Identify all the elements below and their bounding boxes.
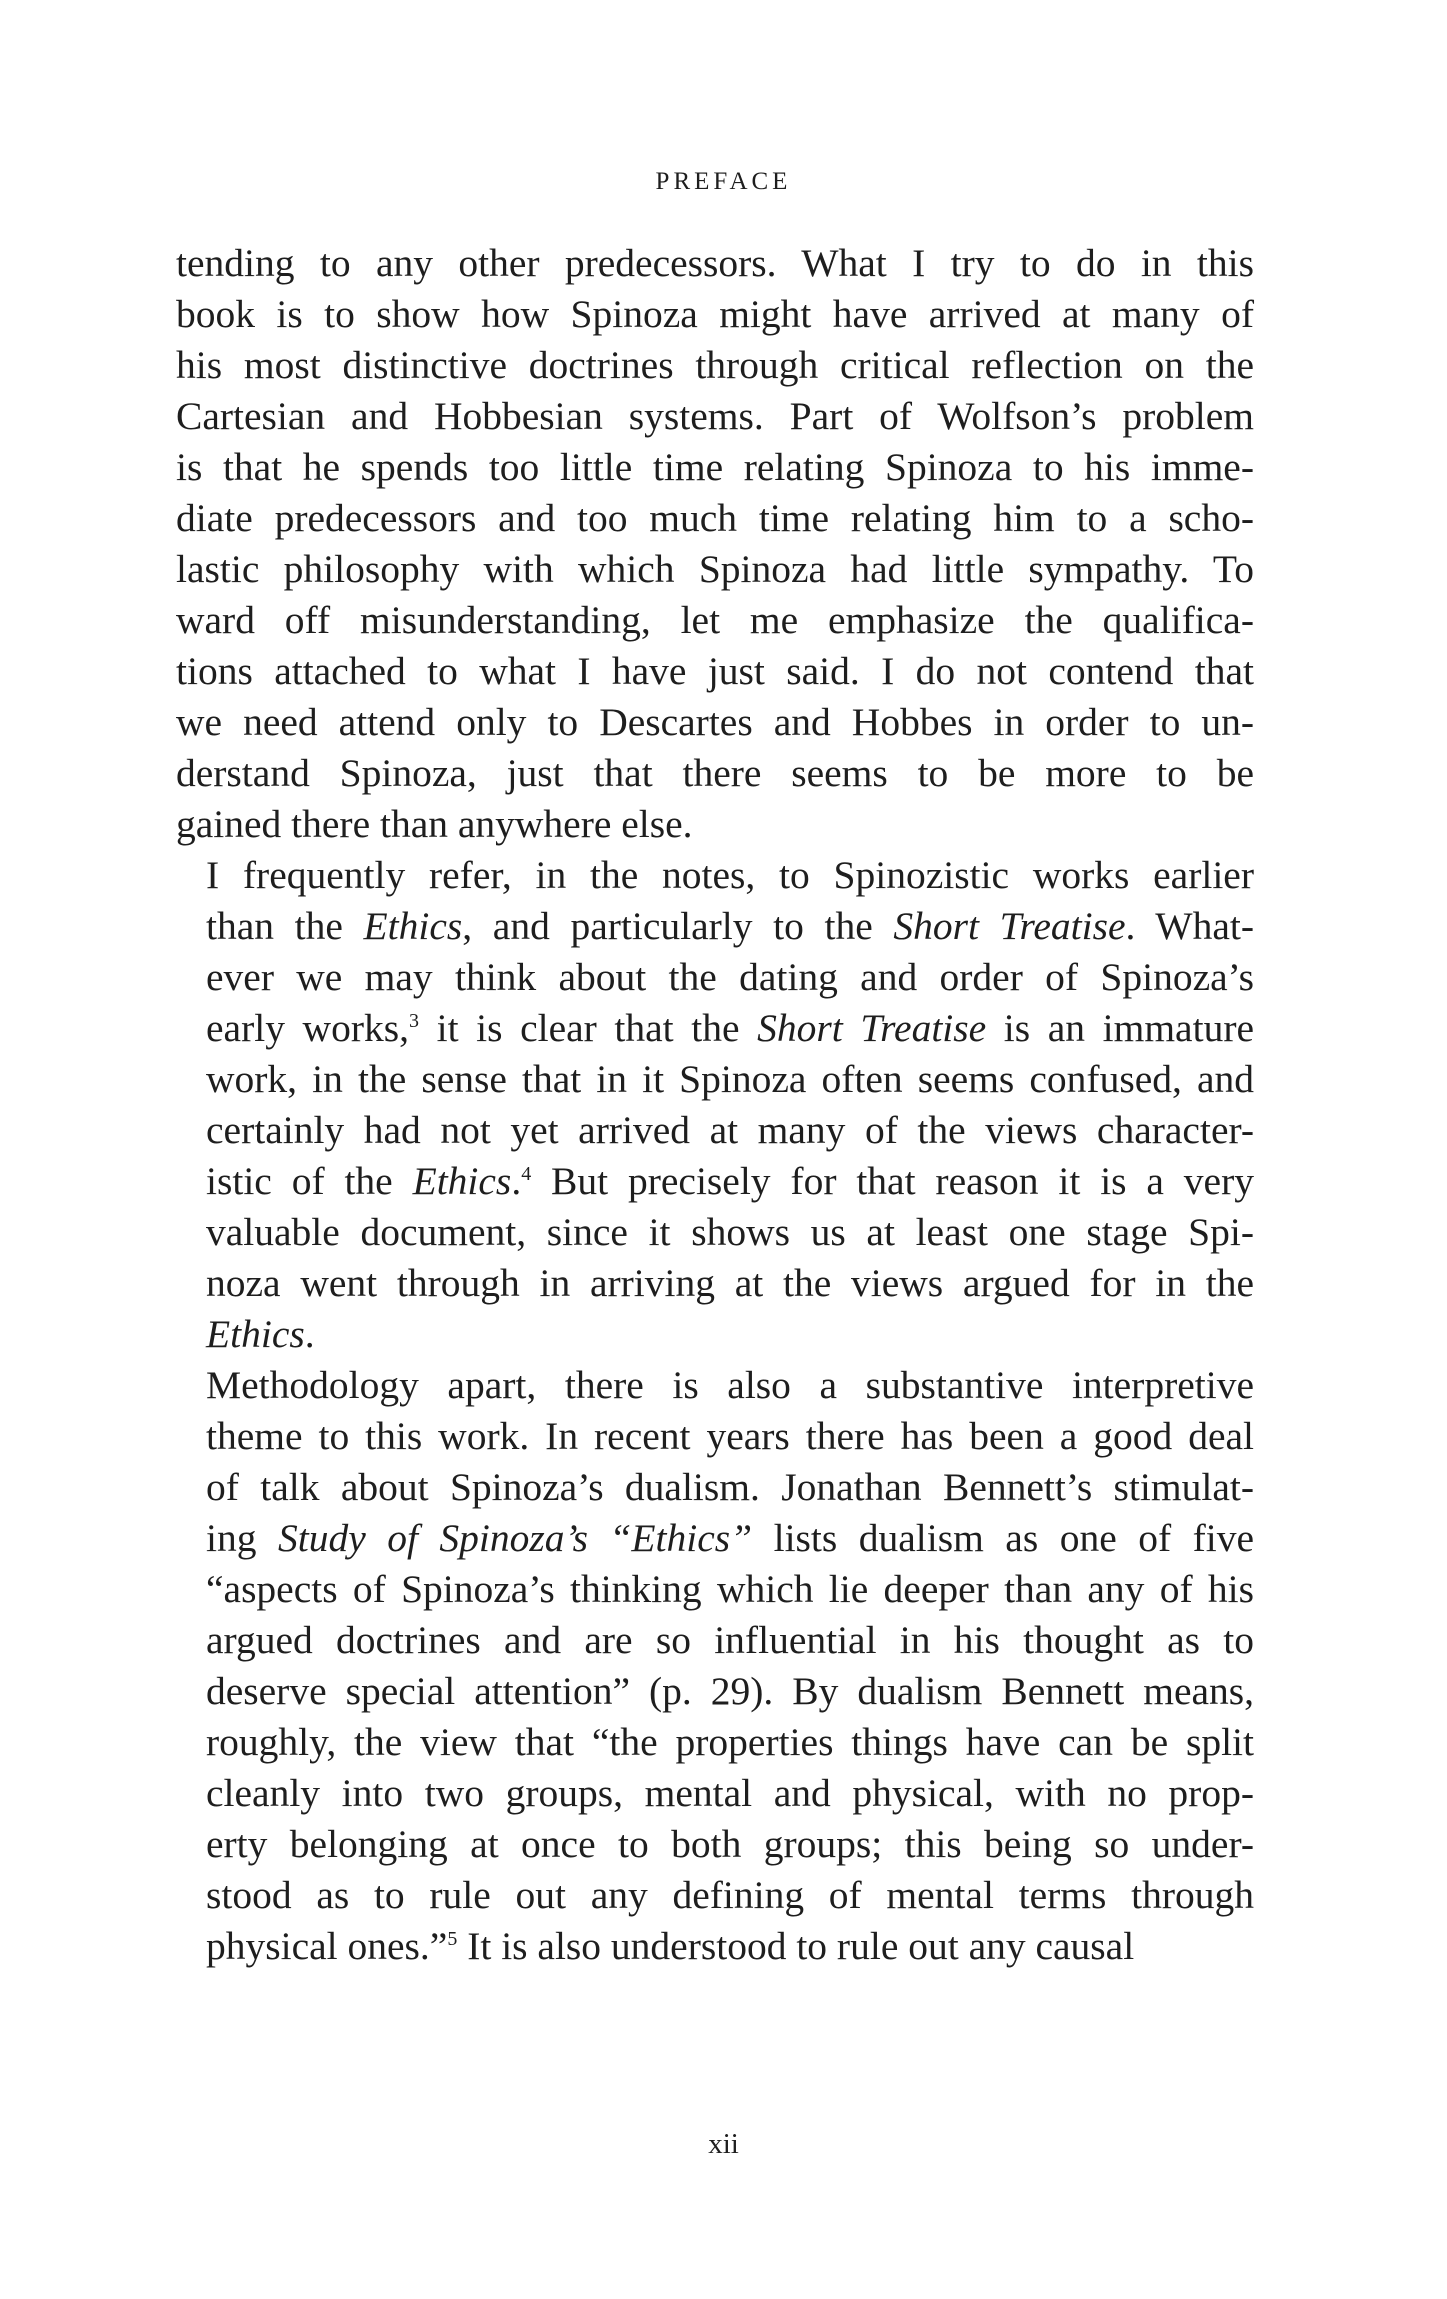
text-line: argued doctrines and are so influential in his thought as to (206, 1618, 1254, 1662)
italic-title: Ethics (206, 1312, 305, 1356)
footnote-marker: 4 (521, 1163, 532, 1185)
italic-title: Ethics (363, 904, 463, 948)
text-line: physical ones.”$^5$ It is also understood to rule out any causal (206, 1924, 1135, 1968)
text-line: certainly had not yet arrived at many of the views character- (206, 1108, 1254, 1152)
text-line: is that he spends too little time relating Spinoza to his imme- (176, 445, 1254, 489)
text-line: noza went through in arriving at the views argued for in the (206, 1261, 1254, 1305)
text-line: of talk about Spinoza’s dualism. Jonathan Bennett’s stimulat- (206, 1465, 1254, 1509)
text-line: his most distinctive doctrines through critical reflection on the (176, 343, 1254, 387)
text-line: valuable document, since it shows us at least one stage Spi- (206, 1210, 1254, 1254)
text-line: than the Ethics, and particularly to the Short Treatise. What- (206, 904, 1254, 948)
text-line: Ethics. (206, 1312, 315, 1356)
text-line: istic of the Ethics.$^4$ But precisely for that reason it is a very (206, 1159, 1254, 1203)
text-line: lastic philosophy with which Spinoza had little sympathy. To (176, 547, 1254, 591)
text-line: ing Study of Spinoza’s “Ethics” lists dualism as one of five (206, 1516, 1254, 1560)
text-line: we need attend only to Descartes and Hobbes in order to un- (176, 700, 1254, 744)
text-line: stood as to rule out any defining of mental terms through (206, 1873, 1254, 1917)
text-line: tions attached to what I have just said. I do not contend that (176, 649, 1254, 693)
text-line: Cartesian and Hobbesian systems. Part of Wolfson’s problem (176, 394, 1254, 438)
text-line: erty belonging at once to both groups; this being so under- (206, 1822, 1254, 1866)
text-line: theme to this work. In recent years there has been a good deal (206, 1414, 1254, 1458)
footnote-marker: 3 (408, 1010, 419, 1032)
text-line: early works,$^3$ it is clear that the Short Treatise is an immature (206, 1006, 1255, 1050)
italic-title: Short Treatise (757, 1006, 987, 1050)
text-line: “aspects of Spinoza’s thinking which lie deeper than any of his (206, 1567, 1254, 1611)
running-head: PREFACE (655, 168, 792, 195)
text-line: ever we may think about the dating and order of Spinoza’s (206, 955, 1254, 999)
paragraph-2 (176, 850, 1254, 1360)
paragraph-1 (176, 238, 1254, 850)
body-text (176, 238, 1254, 1972)
paragraph-3 (176, 1360, 1254, 1972)
text-line: work, in the sense that in it Spinoza often seems confused, and (206, 1057, 1254, 1101)
text-line: Methodology apart, there is also a substantive interpretive (206, 1363, 1254, 1407)
italic-title: Study of Spinoza’s “Ethics” (277, 1516, 753, 1560)
text-line: deserve special attention” (p. 29). By dualism Bennett means, (206, 1669, 1254, 1713)
text-line: roughly, the view that “the properties things have can be split (206, 1720, 1254, 1764)
text-line: I frequently refer, in the notes, to Spinozistic works earlier (206, 853, 1254, 897)
text-line: cleanly into two groups, mental and physical, with no prop- (206, 1771, 1254, 1815)
text-line: book is to show how Spinoza might have arrived at many of (176, 292, 1254, 336)
page-number: xii (708, 2128, 739, 2160)
text-line: derstand Spinoza, just that there seems to be more to be (176, 751, 1254, 795)
text-line: gained there than anywhere else. (176, 802, 693, 846)
footnote-marker: 5 (447, 1928, 458, 1950)
text-line: tending to any other predecessors. What I try to do in this (176, 241, 1254, 285)
italic-title: Ethics (412, 1159, 512, 1203)
text-line: ward off misunderstanding, let me emphasize the qualifica- (176, 598, 1254, 642)
text-line: diate predecessors and too much time relating him to a scho- (176, 496, 1254, 540)
italic-title: Short Treatise (893, 904, 1126, 948)
